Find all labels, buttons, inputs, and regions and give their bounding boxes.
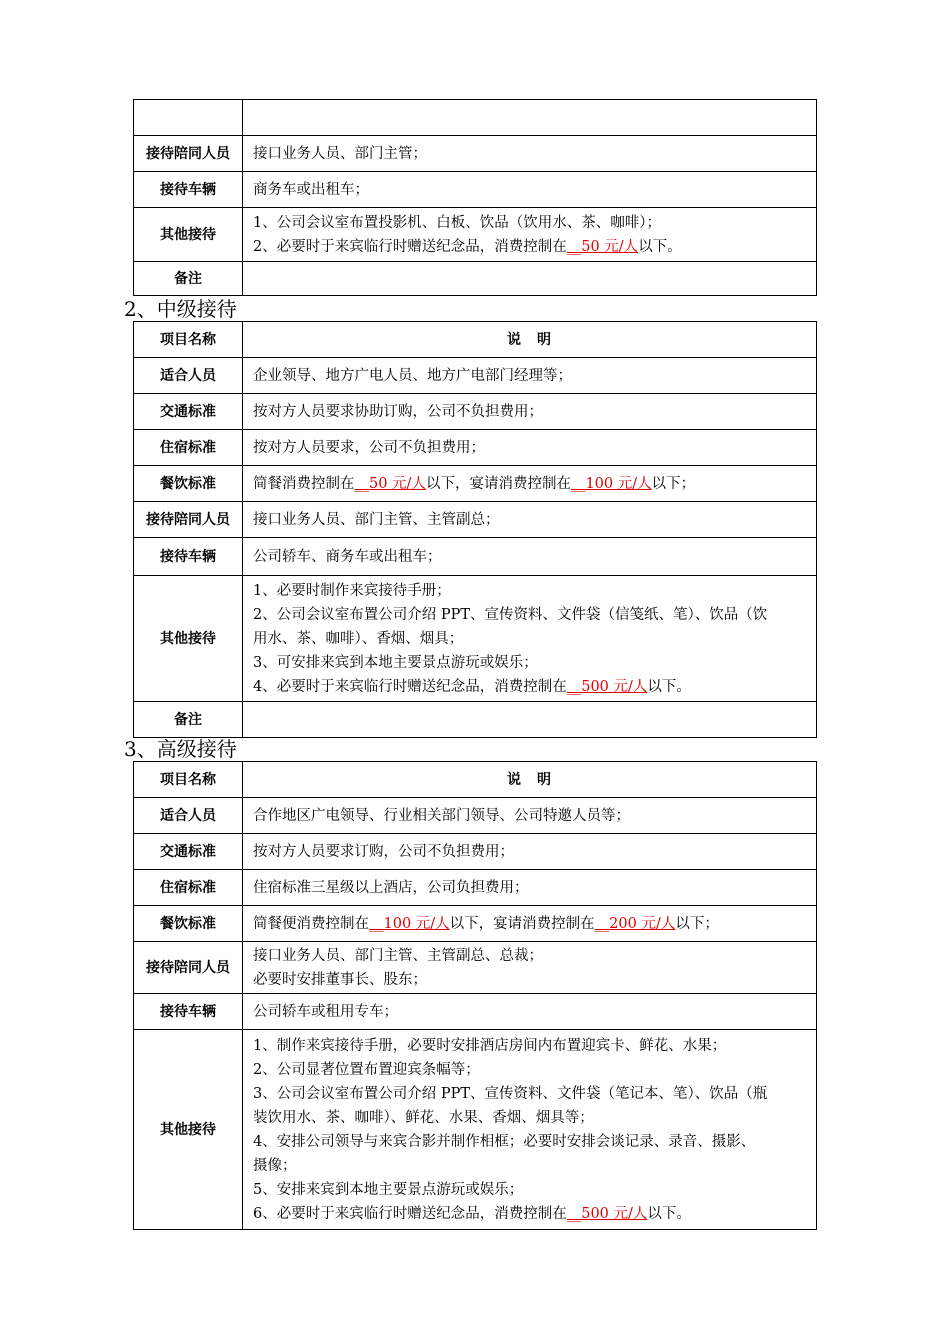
text-segment: 2、必要时于来宾临行时赠送纪念品，消费控制在: [253, 238, 567, 255]
row-text: 公司轿车或租用专车；: [243, 994, 817, 1030]
table-row: [134, 208, 817, 262]
row-text: 按对方人员要求订购，公司不负担费用；: [243, 834, 817, 870]
table-row: [134, 502, 817, 538]
text-line: 4、安排公司领导与来宾合影并制作相框；必要时安排会谈记录、录音、摄影、: [253, 1133, 756, 1150]
text-segment: 以下；: [675, 915, 719, 932]
row-text: 接口业务人员、部门主管；: [243, 136, 817, 172]
table-header-row: [134, 322, 817, 358]
row-text: 企业领导、地方广电人员、地方广电部门经理等；: [243, 358, 817, 394]
row-text: 接口业务人员、部门主管、主管副总；: [243, 502, 817, 538]
text-line: 2、公司显著位置布置迎宾条幅等；: [253, 1061, 480, 1078]
text-line: 接口业务人员、部门主管、主管副总、总裁；: [253, 947, 543, 964]
row-label: 餐饮标准: [134, 906, 243, 942]
text-segment: 以下。: [638, 238, 682, 255]
table-row: [134, 136, 817, 172]
row-text: [243, 466, 817, 502]
text-line: 2、公司会议室布置公司介绍 PPT、宣传资料、文件袋（信笺纸、笔）、饮品（饮: [253, 606, 768, 623]
row-label: 交通标准: [134, 394, 243, 430]
row-label: 交通标准: [134, 834, 243, 870]
row-label: 接待陪同人员: [134, 942, 243, 994]
row-label: [134, 100, 243, 136]
reception-table-intermediate: [133, 321, 817, 738]
text-line: 摄像；: [253, 1157, 297, 1174]
text-segment: 以下。: [647, 1205, 691, 1222]
row-text: 按对方人员要求协助订购，公司不负担费用；: [243, 394, 817, 430]
row-label: 接待车辆: [134, 538, 243, 576]
row-label: 接待车辆: [134, 994, 243, 1030]
limit-value: __500 元/人: [566, 678, 648, 695]
row-label: 接待陪同人员: [134, 502, 243, 538]
row-text: [243, 208, 817, 262]
row-label: 适合人员: [134, 798, 243, 834]
text-segment: 简餐便消费控制在: [253, 915, 369, 932]
text-line: [253, 1202, 806, 1226]
text-line: 1、制作来宾接待手册，必要时安排酒店房间内布置迎宾卡、鲜花、水果；: [253, 1037, 727, 1054]
text-line: 必要时安排董事长、股东；: [253, 971, 427, 988]
table-row: [134, 538, 817, 576]
text-line: 3、公司会议室布置公司介绍 PPT、宣传资料、文件袋（笔记本、笔）、饮品（瓶: [253, 1085, 768, 1102]
table-row: [134, 430, 817, 466]
table-row: [134, 834, 817, 870]
text-segment: 以下，宴请消费控制在: [425, 475, 571, 492]
table-row: [134, 100, 817, 136]
row-text: 住宿标准三星级以上酒店，公司负担费用；: [243, 870, 817, 906]
row-label: 餐饮标准: [134, 466, 243, 502]
row-label: 备注: [134, 702, 243, 738]
limit-value: __500 元/人: [566, 1205, 648, 1222]
row-text: [243, 576, 817, 702]
text-segment: 简餐消费控制在: [253, 475, 355, 492]
row-label: 适合人员: [134, 358, 243, 394]
row-text: [243, 906, 817, 942]
text-line: 装饮用水、茶、咖啡）、鲜花、水果、香烟、烟具等；: [253, 1109, 594, 1126]
limit-value: __50 元/人: [566, 238, 639, 255]
limit-value: __200 元/人: [594, 915, 676, 932]
text-line: [253, 235, 806, 259]
row-label: 住宿标准: [134, 870, 243, 906]
limit-value: __50 元/人: [354, 475, 426, 492]
table-row: [134, 1030, 817, 1230]
table-row: [134, 906, 817, 942]
table-row: [134, 702, 817, 738]
table-row: [134, 576, 817, 702]
row-text: [243, 1030, 817, 1230]
row-label: 住宿标准: [134, 430, 243, 466]
text-segment: 以下，宴请消费控制在: [449, 915, 595, 932]
text-line: 3、可安排来宾到本地主要景点游玩或娱乐；: [253, 654, 538, 671]
row-label: 其他接待: [134, 576, 243, 702]
reception-table-advanced: [133, 761, 817, 1230]
header-label: 项目名称: [134, 762, 243, 798]
table-row: [134, 994, 817, 1030]
table-row: [134, 358, 817, 394]
row-label: 其他接待: [134, 208, 243, 262]
section-title: 2、中级接待: [124, 297, 237, 321]
header-description: 说 明: [243, 322, 817, 358]
header-description: 说 明: [243, 762, 817, 798]
text-segment: 6、必要时于来宾临行时赠送纪念品，消费控制在: [253, 1205, 567, 1222]
table-row: [134, 466, 817, 502]
row-label: 接待车辆: [134, 172, 243, 208]
section-title: 3、高级接待: [124, 737, 237, 761]
row-text: 按对方人员要求，公司不负担费用；: [243, 430, 817, 466]
row-text: 商务车或出租车；: [243, 172, 817, 208]
table-row: [134, 262, 817, 296]
text-line: 1、公司会议室布置投影机、白板、饮品（饮用水、茶、咖啡）；: [253, 214, 661, 231]
table-row: [134, 172, 817, 208]
table-row: [134, 942, 817, 994]
row-label: 接待陪同人员: [134, 136, 243, 172]
table-header-row: [134, 762, 817, 798]
text-segment: 4、必要时于来宾临行时赠送纪念品，消费控制在: [253, 678, 567, 695]
row-text: [243, 702, 817, 738]
text-line: 5、安排来宾到本地主要景点游玩或娱乐；: [253, 1181, 524, 1198]
table-row: [134, 870, 817, 906]
table-row: [134, 394, 817, 430]
row-text: [243, 100, 817, 136]
text-segment: 以下。: [647, 678, 691, 695]
text-segment: 以下；: [651, 475, 696, 492]
text-line: 用水、茶、咖啡）、香烟、烟具；: [253, 630, 464, 647]
row-label: 备注: [134, 262, 243, 296]
header-label: 项目名称: [134, 322, 243, 358]
row-text: 合作地区广电领导、行业相关部门领导、公司特邀人员等；: [243, 798, 817, 834]
table-row: [134, 798, 817, 834]
limit-value: __100 元/人: [570, 475, 652, 492]
reception-table-basic: [133, 99, 817, 296]
limit-value: __100 元/人: [369, 915, 450, 932]
row-text: [243, 262, 817, 296]
text-line: [253, 675, 806, 699]
row-text: [243, 942, 817, 994]
text-line: 1、必要时制作来宾接待手册；: [253, 582, 451, 599]
row-text: 公司轿车、商务车或出租车；: [243, 538, 817, 576]
row-label: 其他接待: [134, 1030, 243, 1230]
